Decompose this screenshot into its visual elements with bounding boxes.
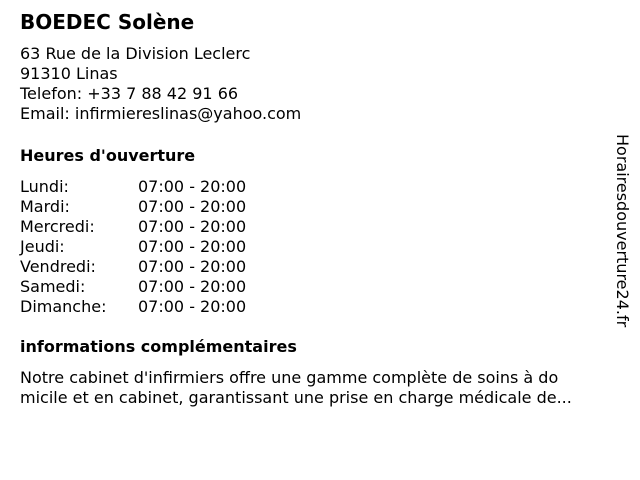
hours-day: Jeudi: <box>20 237 65 256</box>
hours-day: Lundi: <box>20 177 69 196</box>
hours-time: 07:00 - 20:00 <box>138 237 247 256</box>
hours-row <box>20 277 610 297</box>
business-card <box>20 8 610 408</box>
hours-day: Vendredi: <box>20 257 96 276</box>
hours-day: Dimanche: <box>20 297 107 316</box>
phone-line <box>20 84 610 104</box>
phone-number: +33 7 88 42 91 66 <box>87 84 239 103</box>
hours-row <box>20 177 610 197</box>
business-name: BOEDEC Solène <box>20 10 195 34</box>
hours-time: 07:00 - 20:00 <box>138 297 247 316</box>
email-line <box>20 104 610 124</box>
hours-row <box>20 237 610 257</box>
hours-row <box>20 197 610 217</box>
phone-label: Telefon: <box>20 84 83 103</box>
site-watermark: Horairesdouverture24.fr <box>613 134 632 328</box>
hours-row <box>20 297 610 317</box>
info-text <box>20 368 620 408</box>
hours-time: 07:00 - 20:00 <box>138 197 247 216</box>
info-text-line: micile et en cabinet, garantissant une prise en charge médicale de... <box>20 388 572 407</box>
info-title: informations complémentaires <box>20 337 297 356</box>
hours-title: Heures d'ouverture <box>20 146 196 165</box>
email-address: infirmiereslinas@yahoo.com <box>74 104 302 123</box>
address-street: 63 Rue de la Division Leclerc <box>20 44 251 63</box>
hours-time: 07:00 - 20:00 <box>138 177 247 196</box>
hours-day: Mercredi: <box>20 217 95 236</box>
hours-table <box>20 177 610 317</box>
hours-time: 07:00 - 20:00 <box>138 257 247 276</box>
info-text-line: Notre cabinet d'infirmiers offre une gamme complète de soins à do <box>20 368 559 387</box>
hours-row <box>20 257 610 277</box>
hours-time: 07:00 - 20:00 <box>138 217 247 236</box>
email-label: Email: <box>20 104 70 123</box>
hours-day: Samedi: <box>20 277 86 296</box>
hours-time: 07:00 - 20:00 <box>138 277 247 296</box>
hours-row <box>20 217 610 237</box>
hours-day: Mardi: <box>20 197 70 216</box>
address-city: 91310 Linas <box>20 64 118 83</box>
